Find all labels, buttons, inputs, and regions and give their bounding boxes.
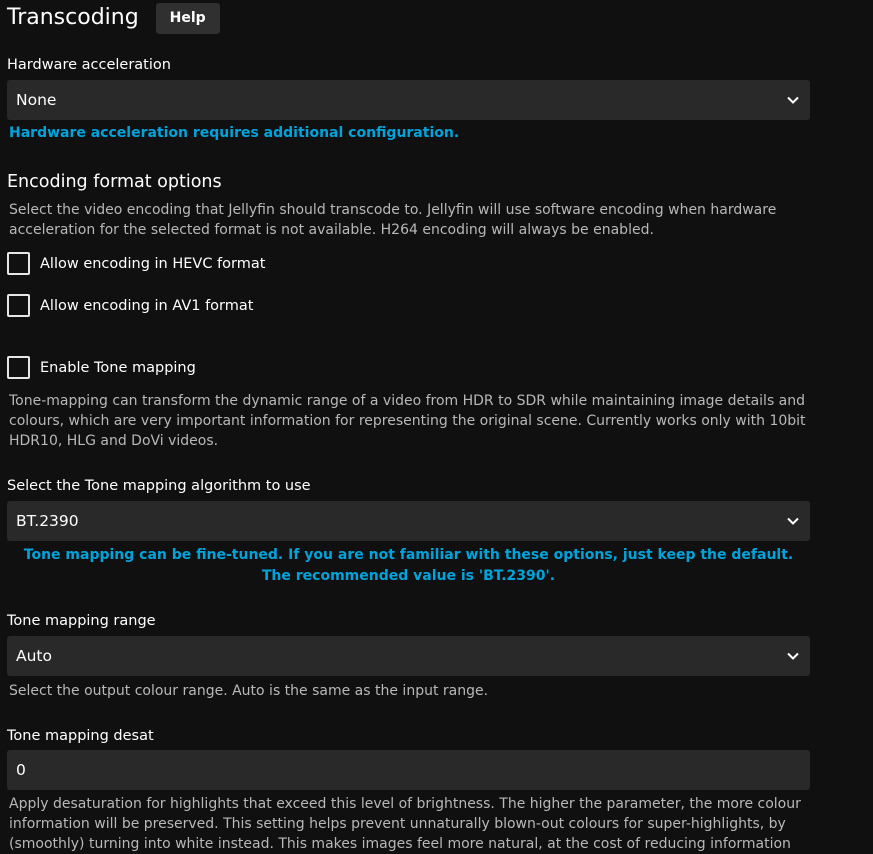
tone-mapping-range-description: Select the output colour range. Auto is the same as the input range. <box>9 683 489 699</box>
page-title: Transcoding <box>7 5 139 30</box>
tone-mapping-algorithm-note: Tone mapping can be fine-tuned. If you are not familiar with these options, just keep the default. The recommended value is 'BT.2390'. <box>23 547 794 584</box>
tone-mapping-algorithm-value: BT.2390 <box>16 512 79 530</box>
chevron-down-icon <box>786 649 800 663</box>
help-button[interactable]: Help <box>156 3 220 34</box>
hevc-encoding-checkbox-row[interactable] <box>7 252 265 275</box>
av1-encoding-checkbox[interactable] <box>7 294 30 317</box>
hevc-encoding-label: Allow encoding in HEVC format <box>40 255 266 272</box>
hardware-acceleration-value: None <box>16 91 57 109</box>
tone-mapping-range-select[interactable] <box>7 636 810 676</box>
tone-mapping-algorithm-label: Select the Tone mapping algorithm to use <box>7 478 311 494</box>
hardware-acceleration-label: Hardware acceleration <box>7 57 171 73</box>
tone-mapping-range-value: Auto <box>16 647 52 665</box>
tone-mapping-desat-value: 0 <box>16 761 26 779</box>
tone-mapping-checkbox-row[interactable] <box>7 356 196 379</box>
tone-mapping-desat-label: Tone mapping desat <box>7 728 154 744</box>
tone-mapping-checkbox[interactable] <box>7 356 30 379</box>
chevron-down-icon <box>786 93 800 107</box>
page-header <box>7 2 220 34</box>
encoding-format-description: Select the video encoding that Jellyfin should transcode to. Jellyfin will use software encoding when hardware acceleration for the selected format is not available. H264 encoding will always be enabled. <box>9 202 777 238</box>
tone-mapping-algorithm-select[interactable] <box>7 501 810 541</box>
hevc-encoding-checkbox[interactable] <box>7 252 30 275</box>
chevron-down-icon <box>786 514 800 528</box>
tone-mapping-label: Enable Tone mapping <box>40 359 196 376</box>
hardware-acceleration-note[interactable]: Hardware acceleration requires additional configuration. <box>9 125 460 141</box>
av1-encoding-checkbox-row[interactable] <box>7 294 253 317</box>
tone-mapping-desat-input[interactable] <box>7 750 810 790</box>
tone-mapping-desat-description: Apply desaturation for highlights that exceed this level of brightness. The higher the parameter, the more colour information will be preserved. This setting helps prevent unnaturally blown-out colours for super-highlights, by (smoothly) turning into white instead. This makes images feel more natural, at the cost of reducing information <box>9 796 801 852</box>
tone-mapping-range-label: Tone mapping range <box>7 613 156 629</box>
encoding-format-title: Encoding format options <box>7 172 222 192</box>
hardware-acceleration-select[interactable] <box>7 80 810 120</box>
av1-encoding-label: Allow encoding in AV1 format <box>40 297 254 314</box>
tone-mapping-description: Tone-mapping can transform the dynamic range of a video from HDR to SDR while maintaining image details and colours, which are very important information for representing the original scene. Currently works only with 10bit HDR10, HLG and DoVi videos. <box>9 393 806 449</box>
